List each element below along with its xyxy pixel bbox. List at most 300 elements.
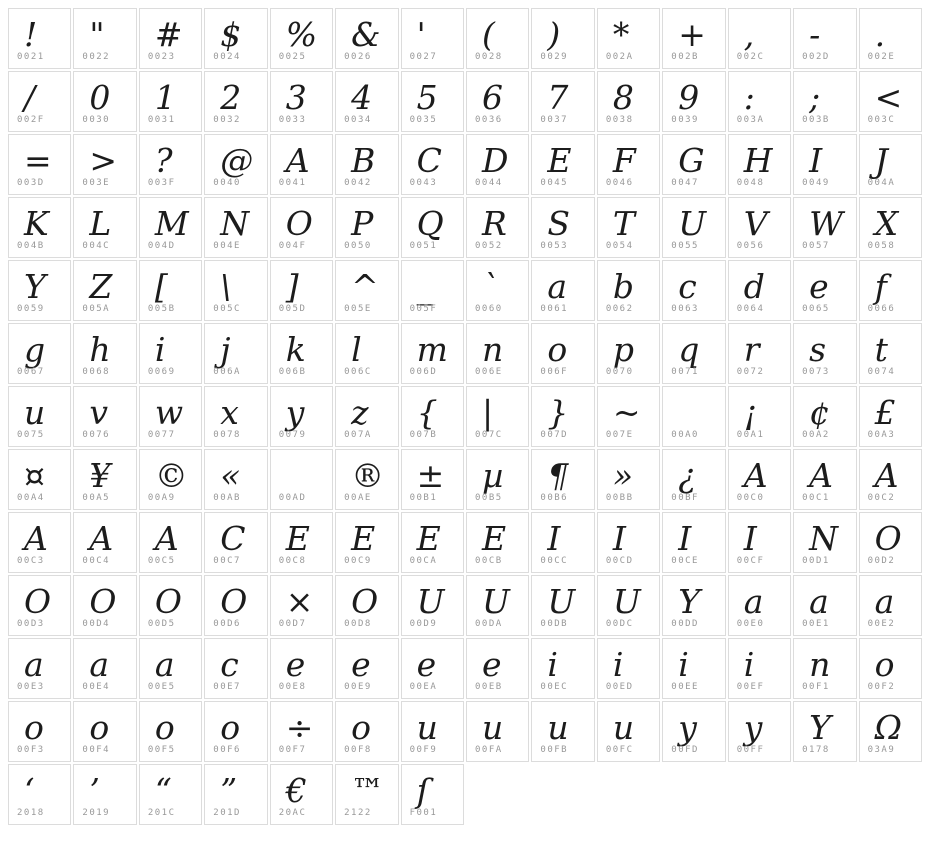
glyph: I: [809, 141, 823, 180]
glyph-cell: [270, 512, 333, 573]
glyph-cell: [139, 260, 202, 321]
glyph-code-label: 0052: [474, 241, 503, 251]
glyph: @: [220, 141, 254, 180]
glyph: ¡: [743, 393, 757, 432]
glyph: ,: [743, 15, 755, 54]
glyph-code-label: 00F8: [344, 745, 372, 755]
glyph-code-label: 0032: [213, 115, 241, 125]
glyph-code-label: 00FF: [736, 745, 765, 755]
glyph-code-label: 00CE: [671, 556, 699, 566]
glyph-code-label: 0024: [213, 52, 241, 62]
glyph: a: [24, 645, 44, 684]
glyph-cell: [401, 71, 464, 132]
glyph: p: [612, 330, 634, 369]
glyph: 1: [154, 78, 176, 117]
glyph-code-label: 00A9: [147, 493, 176, 503]
glyph-cell: [531, 575, 594, 636]
glyph-code-label: 2122: [344, 808, 372, 818]
glyph-cell: [204, 449, 267, 510]
glyph: ): [547, 15, 561, 54]
glyph-cell: [728, 71, 791, 132]
glyph-code-label: 00C4: [82, 556, 111, 566]
glyph-code-label: 0038: [605, 115, 634, 125]
glyph-code-label: 0037: [540, 115, 569, 125]
glyph-code-label: 005D: [278, 304, 307, 314]
glyph: [663, 387, 724, 429]
glyph-cell: [139, 71, 202, 132]
glyph-cell: [793, 701, 856, 762]
glyph-code-label: 00E0: [736, 619, 765, 629]
glyph-code-label: 00D2: [867, 556, 896, 566]
glyph: 4: [351, 78, 373, 117]
glyph: µ: [481, 456, 504, 495]
glyph-cell: [662, 323, 725, 384]
glyph-code-label: 00F1: [802, 682, 830, 692]
glyph-code-label: 00FD: [671, 745, 699, 755]
glyph-cell: [204, 323, 267, 384]
glyph: o: [24, 708, 44, 747]
glyph-code-label: 00A2: [802, 430, 830, 440]
glyph: u: [547, 708, 569, 747]
glyph: Y: [24, 267, 46, 306]
glyph-cell: [793, 260, 856, 321]
glyph: E: [351, 519, 376, 558]
glyph-cell: [204, 71, 267, 132]
glyph: ‘: [24, 771, 35, 810]
glyph-cell: [73, 764, 136, 825]
glyph-code-label: 0047: [671, 178, 699, 188]
glyph: ?: [154, 141, 173, 180]
glyph-code-label: 00A3: [867, 430, 896, 440]
glyph: 9: [678, 78, 700, 117]
glyph: U: [416, 582, 445, 621]
glyph-code-label: 00F9: [409, 745, 438, 755]
glyph-code-label: 0054: [605, 241, 634, 251]
glyph-code-label: 00BB: [605, 493, 634, 503]
glyph: U: [678, 204, 707, 243]
glyph-cell: [859, 8, 922, 69]
glyph-code-label: 0028: [474, 52, 503, 62]
glyph-cell: [466, 134, 529, 195]
glyph-code-label: 005C: [213, 304, 241, 314]
glyph-cell: [204, 197, 267, 258]
glyph-code-label: 006D: [409, 367, 438, 377]
glyph: E: [547, 141, 572, 180]
glyph-cell: [728, 323, 791, 384]
glyph: ]: [285, 267, 299, 306]
glyph-code-label: 00E8: [278, 682, 307, 692]
glyph-cell: [662, 197, 725, 258]
glyph-cell: [793, 575, 856, 636]
glyph: €: [285, 771, 307, 810]
glyph: o: [874, 645, 895, 684]
glyph-cell: [401, 701, 464, 762]
glyph-cell: [859, 386, 922, 447]
glyph-code-label: 0040: [213, 178, 241, 188]
glyph-cell: [531, 8, 594, 69]
glyph: »: [612, 456, 634, 495]
glyph-code-label: 0046: [605, 178, 634, 188]
glyph-cell: [662, 701, 725, 762]
glyph-cell: [859, 638, 922, 699]
glyph-cell: [793, 638, 856, 699]
glyph-code-label: 0072: [736, 367, 765, 377]
glyph: U: [481, 582, 510, 621]
glyph: e: [285, 645, 306, 684]
glyph-code-label: 00D6: [213, 619, 241, 629]
glyph-cell: [531, 386, 594, 447]
glyph-code-label: 006A: [213, 367, 241, 377]
glyph-code-label: 00CD: [605, 556, 634, 566]
glyph-code-label: 0061: [540, 304, 569, 314]
glyph-code-label: 0042: [344, 178, 372, 188]
glyph-code-label: 00B6: [540, 493, 569, 503]
glyph-code-label: 0069: [147, 367, 176, 377]
glyph-code-label: 00CB: [474, 556, 503, 566]
glyph: T: [612, 204, 635, 243]
glyph-code-label: 00C1: [802, 493, 830, 503]
glyph-code-label: 003D: [17, 178, 45, 188]
glyph: J: [874, 141, 888, 180]
glyph-cell: [466, 575, 529, 636]
glyph-cell: [8, 71, 71, 132]
glyph-code-label: 004D: [147, 241, 176, 251]
glyph: I: [547, 519, 561, 558]
glyph-cell: [793, 323, 856, 384]
glyph-cell: [859, 197, 922, 258]
glyph-cell: [728, 512, 791, 573]
glyph: .: [874, 15, 886, 54]
glyph-cell: [8, 575, 71, 636]
glyph: ÷: [285, 708, 314, 747]
glyph-cell: [466, 8, 529, 69]
glyph-cell: [662, 386, 725, 447]
glyph-code-label: 0033: [278, 115, 307, 125]
glyph: y: [743, 708, 763, 747]
glyph-code-label: 0051: [409, 241, 438, 251]
glyph-code-label: 00D9: [409, 619, 438, 629]
glyph: -: [809, 15, 821, 54]
glyph-code-label: 0043: [409, 178, 438, 188]
glyph: O: [220, 582, 248, 621]
glyph-cell: [466, 638, 529, 699]
glyph-cell: [401, 638, 464, 699]
glyph: V: [743, 204, 768, 243]
glyph-cell: [859, 260, 922, 321]
glyph-code-label: 00CF: [736, 556, 765, 566]
glyph-cell: [270, 701, 333, 762]
glyph-cell: [73, 197, 136, 258]
glyph-code-label: 0022: [82, 52, 111, 62]
glyph-cell: [531, 449, 594, 510]
glyph-code-label: 0077: [147, 430, 176, 440]
glyph-cell: [139, 575, 202, 636]
glyph-code-label: 00E3: [17, 682, 45, 692]
glyph-code-label: 00C5: [147, 556, 176, 566]
glyph-code-label: 004A: [867, 178, 896, 188]
glyph: A: [874, 456, 899, 495]
glyph-code-label: 0041: [278, 178, 307, 188]
glyph: A: [809, 456, 833, 495]
glyph-cell: [859, 134, 922, 195]
glyph-cell: [531, 71, 594, 132]
glyph-cell: [204, 386, 267, 447]
glyph: 7: [547, 78, 569, 117]
glyph-code-label: 00E7: [213, 682, 241, 692]
glyph-code-label: 00DC: [605, 619, 634, 629]
glyph-code-label: 003E: [82, 178, 111, 188]
glyph: `: [481, 267, 499, 306]
glyph-cell: [662, 260, 725, 321]
glyph: %: [285, 15, 318, 54]
glyph: z: [351, 393, 369, 432]
glyph: l: [351, 330, 362, 369]
glyph-cell: [662, 575, 725, 636]
glyph: r: [743, 330, 760, 369]
glyph: d: [743, 267, 765, 306]
glyph-code-label: 0025: [278, 52, 307, 62]
glyph-code-label: 0064: [736, 304, 765, 314]
glyph: i: [678, 645, 689, 684]
glyph: t: [874, 330, 888, 369]
glyph-cell: [401, 764, 464, 825]
glyph-cell: [335, 260, 398, 321]
glyph: ^: [351, 267, 379, 306]
glyph-code-label: 003B: [802, 115, 830, 125]
glyph: o: [351, 708, 372, 747]
glyph: Y: [809, 708, 831, 747]
glyph: U: [612, 582, 641, 621]
glyph-cell: [401, 512, 464, 573]
glyph: \: [220, 267, 232, 306]
glyph: ': [416, 15, 426, 54]
glyph: A: [89, 519, 114, 558]
glyph: F: [612, 141, 636, 180]
glyph-cell: [401, 260, 464, 321]
glyph: “: [154, 771, 172, 810]
glyph: ™: [351, 771, 385, 810]
glyph-code-label: 00E2: [867, 619, 896, 629]
glyph-code-label: 0034: [344, 115, 372, 125]
glyph: i: [547, 645, 558, 684]
glyph-cell: [270, 197, 333, 258]
glyph-code-label: 0039: [671, 115, 699, 125]
glyph-cell: [335, 197, 398, 258]
glyph: I: [612, 519, 626, 558]
glyph-cell: [335, 764, 398, 825]
glyph-code-label: 201D: [213, 808, 241, 818]
glyph-code-label: 0027: [409, 52, 438, 62]
glyph: C: [220, 519, 246, 558]
glyph-cell: [73, 323, 136, 384]
glyph: A: [24, 519, 48, 558]
glyph-cell: [793, 134, 856, 195]
glyph-cell: [8, 260, 71, 321]
glyph: [: [154, 267, 168, 306]
glyph-cell: [859, 701, 922, 762]
glyph-code-label: 00AB: [213, 493, 241, 503]
glyph-cell: [859, 323, 922, 384]
glyph: N: [809, 519, 839, 558]
glyph-code-label: 002C: [736, 52, 765, 62]
glyph-cell: [335, 701, 398, 762]
glyph-cell: [793, 8, 856, 69]
glyph-code-label: 201C: [147, 808, 176, 818]
glyph-cell: [139, 8, 202, 69]
glyph-code-label: 004B: [17, 241, 45, 251]
glyph: Ω: [874, 708, 902, 747]
glyph-code-label: 007D: [540, 430, 569, 440]
glyph-code-label: 006E: [474, 367, 503, 377]
glyph-code-label: 00EA: [409, 682, 438, 692]
glyph-cell: [8, 449, 71, 510]
glyph-code-label: 0065: [802, 304, 830, 314]
glyph: u: [481, 708, 504, 747]
glyph: e: [351, 645, 371, 684]
glyph-cell: [597, 386, 660, 447]
glyph-cell: [401, 8, 464, 69]
glyph-cell: [859, 449, 922, 510]
glyph-code-label: 007C: [474, 430, 503, 440]
glyph-code-label: 00D1: [802, 556, 830, 566]
glyph: c: [678, 267, 697, 306]
glyph-cell: [597, 512, 660, 573]
glyph: k: [285, 330, 306, 369]
glyph-code-label: 0044: [474, 178, 503, 188]
glyph: h: [89, 330, 111, 369]
glyph: f: [874, 267, 887, 306]
glyph-cell: [531, 260, 594, 321]
glyph-cell: [335, 575, 398, 636]
glyph: x: [220, 393, 239, 432]
glyph-code-label: 0049: [802, 178, 830, 188]
glyph: K: [24, 204, 49, 243]
glyph: i: [612, 645, 624, 684]
glyph: £: [874, 393, 896, 432]
glyph: a: [743, 582, 764, 621]
glyph-cell: [401, 449, 464, 510]
glyph-cell: [466, 323, 529, 384]
glyph: _: [416, 267, 434, 306]
glyph-cell: [139, 701, 202, 762]
glyph-code-label: 00CC: [540, 556, 569, 566]
glyph: !: [24, 15, 38, 54]
glyph-code-label: 0048: [736, 178, 765, 188]
glyph-code-label: 00FA: [474, 745, 503, 755]
glyph-code-label: 00AD: [278, 493, 307, 503]
glyph-cell: [8, 638, 71, 699]
glyph-code-label: 0068: [82, 367, 111, 377]
glyph-code-label: 00D7: [278, 619, 307, 629]
glyph-cell: [8, 386, 71, 447]
glyph: #: [154, 15, 183, 54]
glyph-cell: [662, 449, 725, 510]
glyph: G: [678, 141, 705, 180]
glyph: a: [89, 645, 110, 684]
glyph: }: [547, 393, 569, 432]
glyph-cell: [73, 701, 136, 762]
glyph-cell: [793, 386, 856, 447]
glyph-code-label: 00AE: [344, 493, 372, 503]
glyph-cell: [728, 260, 791, 321]
glyph: j: [220, 330, 231, 369]
glyph-code-label: 00EB: [474, 682, 503, 692]
glyph-code-label: 0074: [867, 367, 896, 377]
glyph-code-label: 00DA: [474, 619, 503, 629]
glyph-code-label: 00E9: [344, 682, 372, 692]
glyph-code-label: 002A: [605, 52, 634, 62]
glyph-code-label: 007E: [605, 430, 634, 440]
glyph-cell: [139, 449, 202, 510]
glyph-code-label: 002F: [17, 115, 45, 125]
glyph-code-label: 00F6: [213, 745, 241, 755]
glyph-code-label: 03A9: [867, 745, 896, 755]
glyph: i: [154, 330, 166, 369]
glyph: ſ: [416, 771, 429, 810]
glyph-code-label: 00EC: [540, 682, 569, 692]
glyph-cell: [73, 575, 136, 636]
glyph-cell: [793, 71, 856, 132]
glyph: c: [220, 645, 239, 684]
glyph-code-label: 00F7: [278, 745, 307, 755]
glyph: a: [547, 267, 568, 306]
glyph: 0: [89, 78, 111, 117]
glyph-code-label: 0075: [17, 430, 45, 440]
glyph: I: [743, 519, 757, 558]
glyph-code-label: 00DD: [671, 619, 699, 629]
glyph-cell: [73, 449, 136, 510]
glyph-code-label: 005E: [344, 304, 372, 314]
glyph: P: [351, 204, 374, 243]
glyph: W: [809, 204, 844, 243]
glyph-cell: [597, 71, 660, 132]
glyph: X: [874, 204, 899, 243]
glyph: =: [24, 141, 52, 180]
glyph: 8: [612, 78, 634, 117]
glyph: m: [416, 330, 448, 369]
glyph-code-label: 00E5: [147, 682, 176, 692]
glyph-cell: [73, 512, 136, 573]
glyph-code-label: 00F5: [147, 745, 176, 755]
glyph-cell: [597, 197, 660, 258]
glyph-cell: [270, 575, 333, 636]
glyph-cell: [597, 638, 660, 699]
glyph-cell: [335, 323, 398, 384]
glyph-code-label: 0073: [802, 367, 830, 377]
glyph-cell: [204, 764, 267, 825]
glyph: R: [481, 204, 507, 243]
glyph-code-label: 0050: [344, 241, 372, 251]
glyph: i: [743, 645, 755, 684]
glyph-code-label: 0079: [278, 430, 307, 440]
glyph-cell: [597, 449, 660, 510]
glyph: M: [154, 204, 189, 243]
glyph: ×: [285, 582, 314, 621]
glyph-cell: [728, 575, 791, 636]
glyph-code-label: 0029: [540, 52, 569, 62]
glyph-cell: [270, 449, 333, 510]
glyph: E: [416, 519, 441, 558]
glyph: ®: [351, 456, 385, 495]
glyph-cell: [139, 134, 202, 195]
glyph-cell: [401, 197, 464, 258]
glyph-code-label: 007B: [409, 430, 438, 440]
glyph-cell: [335, 386, 398, 447]
glyph-code-label: 0059: [17, 304, 45, 314]
glyph-code-label: 0178: [802, 745, 830, 755]
glyph-code-label: 003C: [867, 115, 896, 125]
glyph-code-label: 00A0: [671, 430, 699, 440]
